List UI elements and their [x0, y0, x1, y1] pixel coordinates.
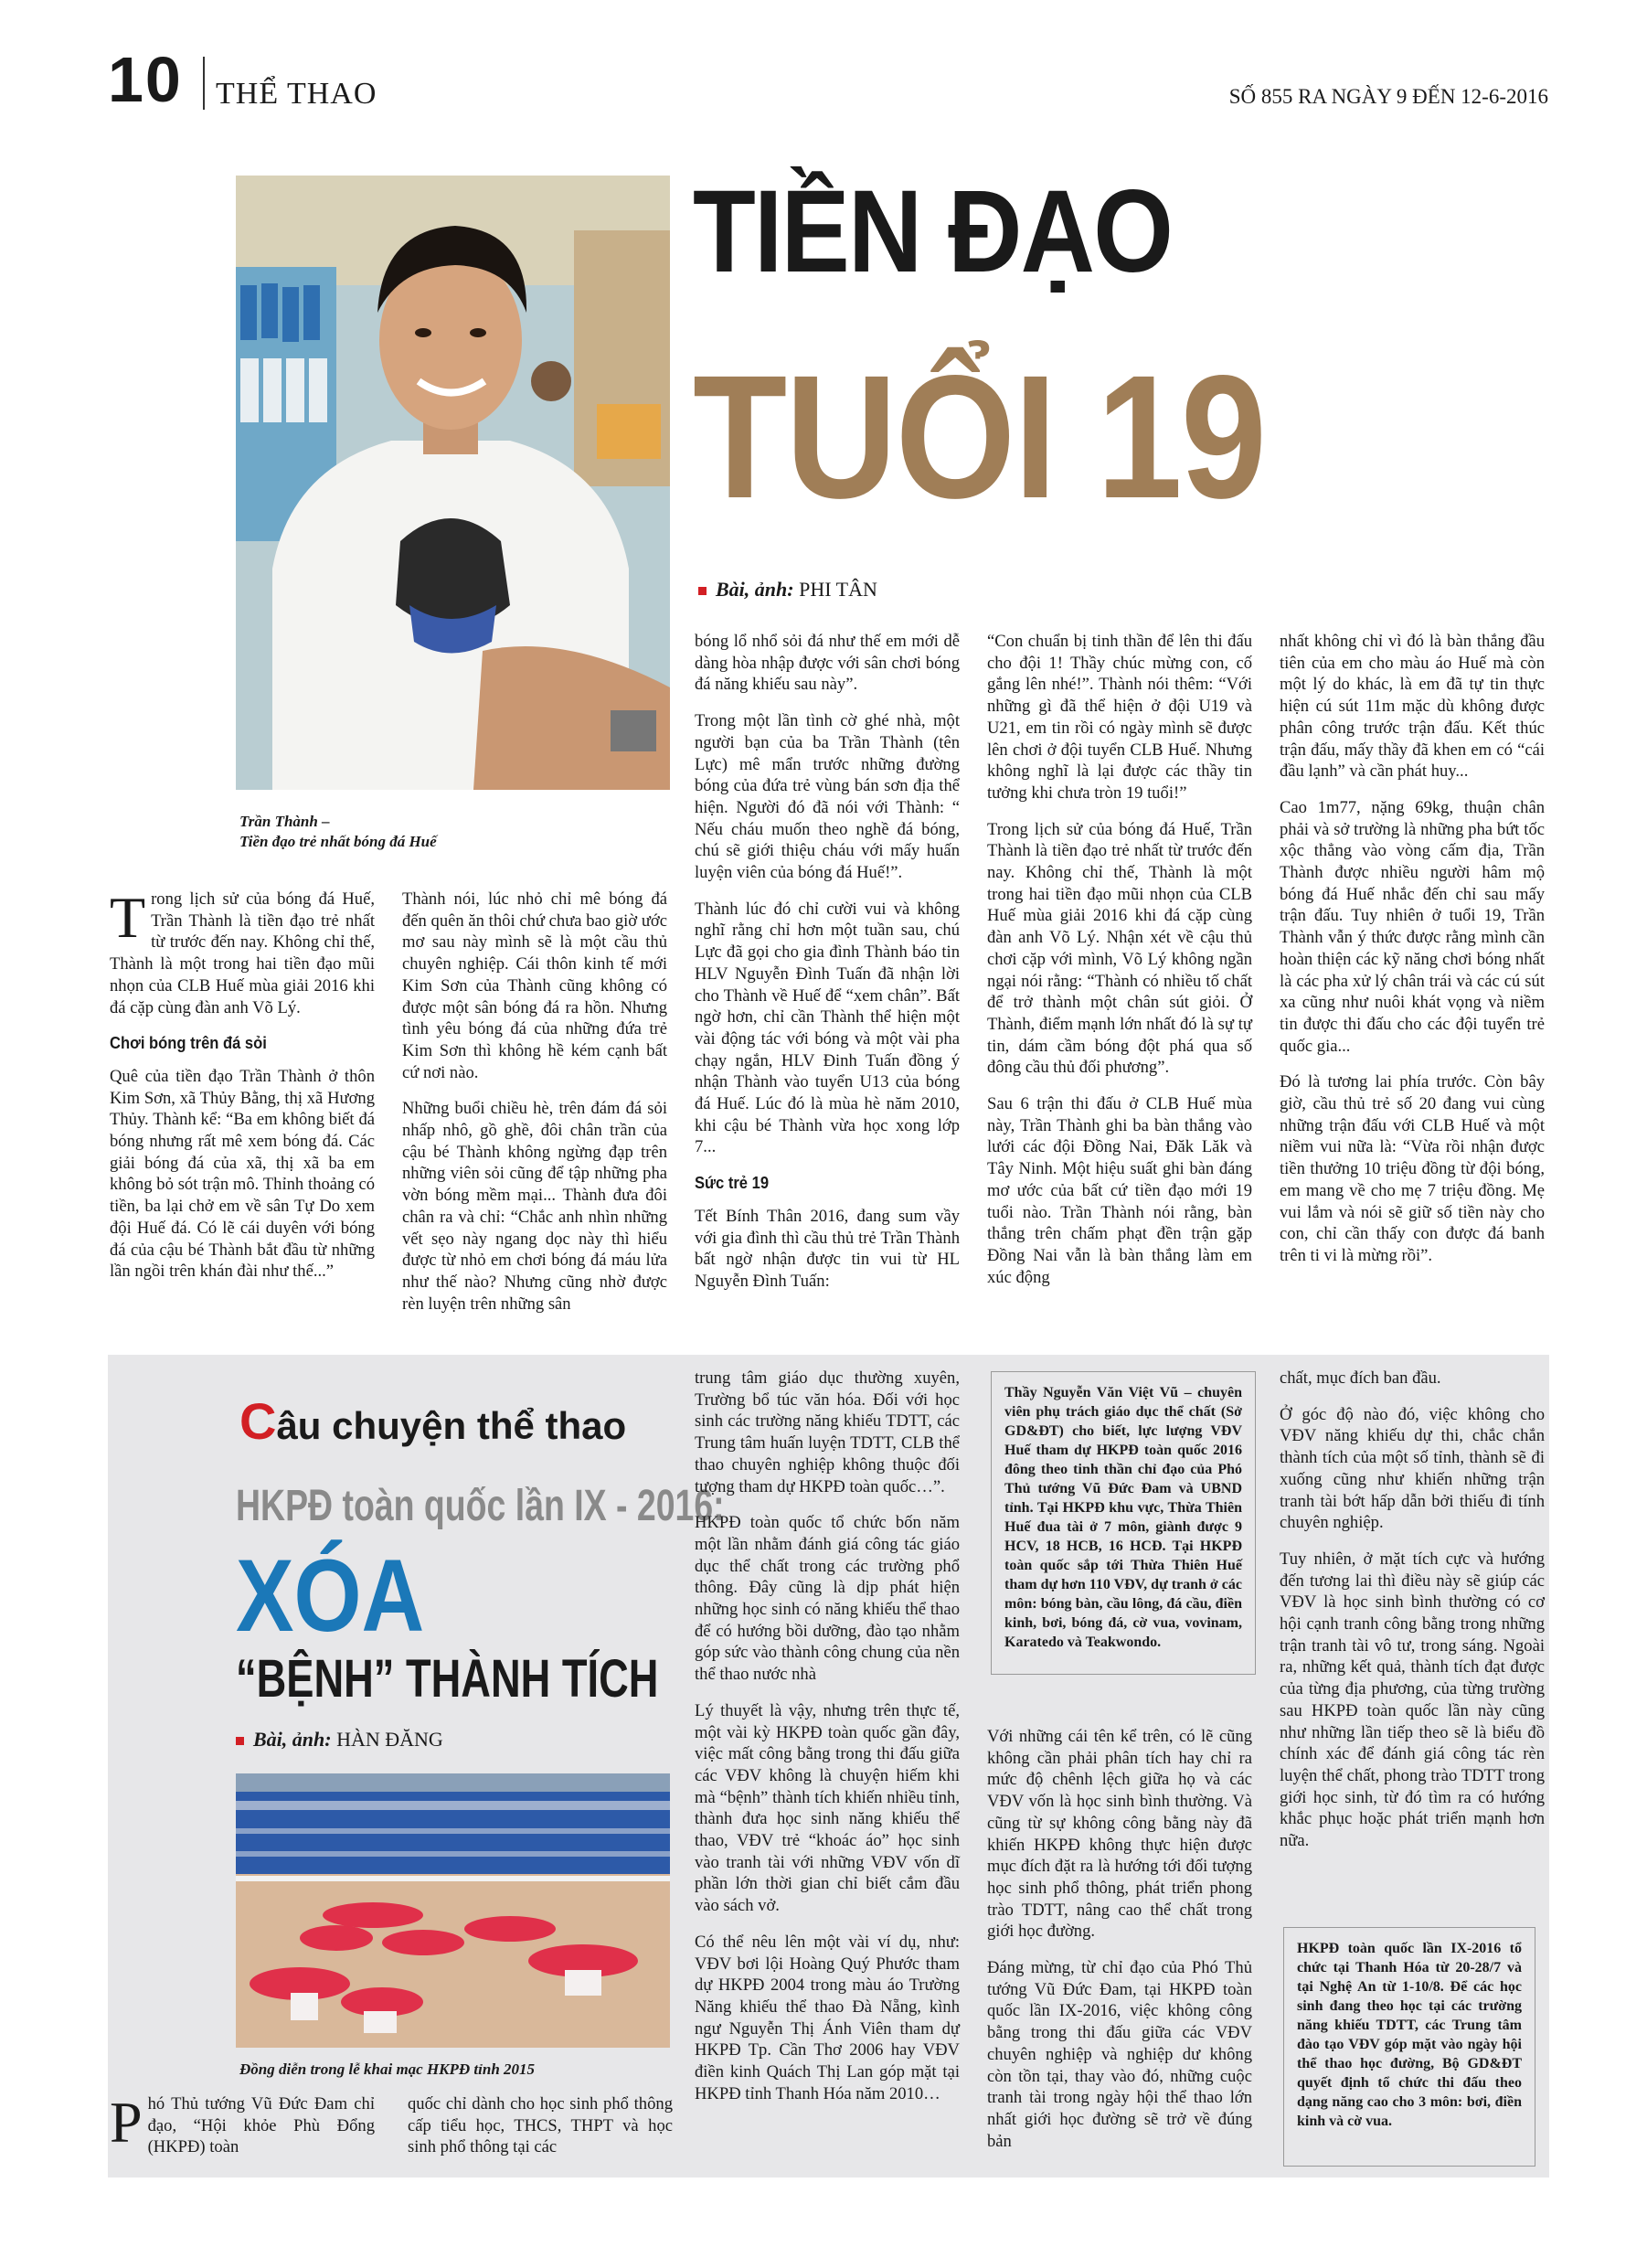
paragraph: Cao 1m77, nặng 69kg, thuận chân phải và sở trường là những pha bứt tốc xộc thẳng vào vòng cấm địa, Trần Thành được nhiều người hâm mộ bóng đá Huế nhắc đến chỉ sau mấy trận đấu. Tuy nhiên ở tuổi 19, Trần Thành vẫn ý thức được rằng mình cần hoàn thiện các kỹ năng chơi bóng nhất là các pha xử lý chân trái và các cú sút xa cũng như nuôi khát vọng và niềm tin được thi đấu cho các đội tuyển trẻ quốc gia... [1280, 797, 1545, 1056]
header-divider [203, 57, 205, 110]
photo-caption [239, 812, 437, 852]
page-number: 10 [108, 44, 183, 115]
subheading: Sức trẻ 19 [695, 1174, 770, 1193]
story2-headline-1: XÓA [236, 1539, 425, 1653]
story2-headline-2: “BỆNH” THÀNH TÍCH [236, 1649, 659, 1709]
paragraph: Tết Bính Thân 2016, đang sum vầy với gia đình thì cầu thủ trẻ Trần Thành bất ngờ nhận được tin vui từ HL Nguyễn Đình Tuấn: [695, 1206, 960, 1291]
subheading: Chơi bóng trên đá sỏi [110, 1034, 267, 1053]
paragraph: “Con chuẩn bị tinh thần để lên thi đấu cho đội 1! Thầy chúc mừng con, cố gắng lên nhé!”. Thành nói thêm: “Với những gì đã thể hiện ở đội U19 và U21, em tin rồi có ngày mình sẽ được lên chơi ở đội tuyển CLB Huế. Nhưng không nghĩ là lại được các thầy tin tưởng khi chưa tròn 19 tuổi!” [987, 632, 1252, 803]
paragraph: chất, mục đích ban đầu. [1280, 1368, 1441, 1388]
article-column-3 [695, 631, 960, 1307]
paragraph: Với những cái tên kể trên, có lẽ cũng không cần phải phân tích hay chỉ ra mức độ chênh lệch giữa họ và các VĐV vốn là học sinh bình thường. Và cũng từ sự không công bằng này đã khiến HKPĐ không thực hiện được mục đích đặt ra là hướng tới đối tượng học sinh phổ thông, phát triển phong trào TDTT, nâng cao thể chất trong giới học đường. [987, 1727, 1252, 1942]
article-column-2 [402, 889, 667, 1329]
paragraph: Đó là tương lai phía trước. Còn bây giờ, cầu thủ trẻ số 20 đang vui cùng những trận đấu với CLB Huế và một niềm vui nữa là: “Vừa rồi nhận được tiền thưởng 10 triệu đồng từ đội bóng, em mang về cho mẹ 7 triệu đồng. Mẹ vui lắm và nói sẽ giữ số tiền này cho con, chỉ cần thấy con được đá banh trên ti vi là mừng rồi”. [1280, 1072, 1545, 1265]
paragraph: Những buổi chiều hè, trên đám đá sỏi nhấp nhô, gồ ghề, đôi chân trần của cậu bé Thành không ngừng đạp trên những viên sỏi cũng để tập những pha vờn bóng mềm mại... Thành đưa đôi chân ra và chỉ: “Chắc anh nhìn những vết sẹo này ngang dọc này thì hiểu được từ nhỏ em chơi bóng đá máu lửa như thế nào? Nhưng cũng nhờ được rèn luyện trên những sân [402, 1099, 667, 1314]
drop-cap: P [110, 2090, 143, 2155]
byline-author: PHI TÂN [799, 578, 877, 601]
byline-label: Bài, ảnh: [253, 1728, 332, 1751]
info-box: Thầy Nguyễn Văn Việt Vũ – chuyên viên phụ trách giáo dục thể chất (Sở GD&ĐT) cho biết, lực lượng VĐV Huế tham dự HKPĐ toàn quốc 2016 đông theo tinh thần chỉ đạo của Phó Thủ tướng Vũ Đức Đam và UBND tỉnh. Tại HKPĐ khu vực, Thừa Thiên Huế đua tài ở 7 môn, giành được 9 HCV, 18 HCB, 16 HCĐ. Tại HKPĐ toàn quốc sắp tới Thừa Thiên Huế tham dự hơn 110 VĐV, dự tranh ở các môn: bóng bàn, cầu lông, đá cầu, điền kinh, bơi, bóng đá, cờ vua, vovinam, Karatedo và Teakwondo. [991, 1371, 1256, 1675]
story2-column-4 [987, 1726, 1252, 2167]
paragraph: nhất không chỉ vì đó là bàn thắng đầu tiên của em cho màu áo Huế mà còn một lý do khác, là em đã tự tin thực hiện cú sút 11m mặc dù không được phân công trước trận đấu. Kết thúc trận đấu, mấy thầy đã khen em có “cái đầu lạnh” và cần phát huy... [1280, 632, 1545, 782]
story2-column-2 [408, 2093, 673, 2173]
paragraph: Tuy nhiên, ở mặt tích cực và hướng đến tương lai thì điều này sẽ giúp các VĐV là học sinh bình thường có cơ hội cạnh tranh công bằng trong những trận tranh tài vô tư, trong sáng. Ngoài ra, những kết quả, thành tích đạt được của từng địa phương, của từng trường sau HKPĐ toàn quốc lần này cũng như những lần tiếp theo sẽ là biểu đồ chính xác để đánh giá công tác rèn luyện thể chất, phong trào TDTT trong giới học sinh, từ đó tìm ra có hướng khắc phục hoặc phát triển mạnh hơn nữa. [1280, 1549, 1545, 1851]
bullet-square-icon [236, 1737, 244, 1745]
paragraph: Đáng mừng, từ chỉ đạo của Phó Thủ tướng Vũ Đức Đam, tại HKPĐ toàn quốc lần IX-2016, việc không công bằng trong thi đấu giữa các VĐV chuyên nghiệp và nghiệp dư không còn tồn tại, thay vào đó, những cuộc tranh tài trong ngày hội thể thao lớn nhất giới học đường sẽ trở về đúng bản [987, 1958, 1252, 2151]
headline-line-1: TIỀN ĐẠO [693, 166, 1173, 297]
paragraph: Lý thuyết là vậy, nhưng trên thực tế, một vài kỳ HKPĐ toàn quốc gần đây, việc mất công bằng trong thi đấu giữa các VĐV không là chuyện hiếm khi mà “bệnh” thành tích khiến nhiều tỉnh, thành đưa học sinh năng khiếu thể thao, VĐV trẻ “khoác áo” học sinh vào tranh tài với những VĐV vốn dĩ phần lớn thời gian chỉ biết cắm đầu vào sách vở. [695, 1700, 960, 1916]
story2-byline [236, 1728, 443, 1752]
issue-info: SỐ 855 RA NGÀY 9 ĐẾN 12-6-2016 [1228, 85, 1548, 108]
headline-line-2: TUỔI 19 [693, 338, 1266, 535]
story2-column-5 [1280, 1368, 1545, 1867]
paragraph: HKPĐ toàn quốc tổ chức bốn năm một lần nhằm đánh giá công tác giáo dục thể chất trong các trường phổ thông. Đây cũng là dịp phát hiện những học sinh có năng khiếu thể thao để có hướng bồi dưỡng, đào tạo nhằm góp sức vào thành công chung của nền thể thao nước nhà [695, 1513, 960, 1685]
player-photo [236, 176, 670, 790]
byline [698, 578, 877, 602]
paragraph: Ở góc độ nào đó, việc không cho VĐV năng khiếu dự thi, chắc chắn thành tích của một số tỉnh, thành sẽ đi xuống cũng như khiến những trận tranh tài bớt hấp dẫn bởi thiếu đi tính chuyên nghiệp. [1280, 1404, 1545, 1533]
paragraph: trung tâm giáo dục thường xuyên, Trường bổ túc văn hóa. Đối với học sinh các trường năng khiếu TDTT, các Trung tâm huấn luyện TDTT, CLB thể thao chuyên nghiệp không thuộc đối tượng tham dự HKPĐ toàn quốc…”. [695, 1368, 960, 1496]
paragraph: quốc chỉ dành cho học sinh phổ thông cấp tiểu học, THCS, THPT và học sinh phổ thông tại các [408, 2094, 673, 2157]
story2-column-1 [110, 2090, 375, 2173]
story2-photo-caption: Đồng diễn trong lễ khai mạc HKPĐ tỉnh 2015 [239, 2060, 536, 2078]
paragraph: Thành nói, lúc nhỏ chỉ mê bóng đá đến quên ăn thôi chứ chưa bao giờ ước mơ sau này mình sẽ là một cầu thủ chuyên nghiệp. Cái thôn kinh tế mới Kim Sơn của Thành cũng không có được một sân bóng đá ra hồn. Nhưng tình yêu bóng đá của những đứa trẻ Kim Sơn thì không hề kém cạnh bất cứ nơi nào. [402, 889, 667, 1082]
drop-cap: T [110, 885, 146, 950]
paragraph: bóng lổ nhổ sỏi đá như thế em mới dễ dàng hòa nhập được với sân chơi bóng đá năng khiếu sau này”. [695, 632, 960, 695]
story2-subhead: HKPĐ toàn quốc lần IX - 2016: [236, 1482, 725, 1530]
caption-line-1: Trần Thành – [239, 813, 330, 830]
paragraph: Trong một lần tình cờ ghé nhà, một người bạn của ba Trần Thành (tên Lực) mê mẩn trước những đường bóng của đứa trẻ vùng bán sơn địa thể hiện. Người đó đã nói với Thành: “ Nếu cháu muốn theo nghề đá bóng, chú sẽ giới thiệu cháu với mấy huấn luyện viên của bóng đá Huế!”. [695, 711, 960, 883]
article-column-1 [110, 885, 375, 1297]
column-kicker [239, 1391, 626, 1451]
byline-label: Bài, ảnh: [716, 578, 794, 601]
info-box: HKPĐ toàn quốc lần IX-2016 tổ chức tại Thanh Hóa từ 20-28/7 và tại Nghệ An từ 1-10/8. Để các học sinh đang theo học tại các trường năng khiếu TDTT, các Trung tâm đào tạo VĐV góp mặt vào ngày hội thể thao học đường, Bộ GD&ĐT quyết định tổ chức thi đấu theo dạng năng cao cho 3 môn: bơi, điền kinh và cờ vua. [1283, 1927, 1535, 2167]
paragraph: Sau 6 trận thi đấu ở CLB Huế mùa này, Trần Thành ghi ba bàn thắng vào lưới các đội Đồng Nai, Đăk Lăk và Tây Ninh. Một hiệu suất ghi bàn đáng mơ ước của bất cứ tiền đạo mới 19 tuổi nào. Trần Thành nói rằng, bàn thắng trên chấm phạt đền trận gặp Đồng Nai vẫn là bàn thắng làm em xúc động [987, 1094, 1252, 1287]
opening-ceremony-photo [236, 1773, 670, 2048]
article-column-5 [1280, 631, 1545, 1282]
article-column-4 [987, 631, 1252, 1303]
caption-line-2: Tiền đạo trẻ nhất bóng đá Huế [239, 833, 437, 850]
kicker-initial: C [239, 1392, 277, 1450]
story2-column-3 [695, 1368, 960, 2120]
bullet-square-icon [698, 587, 707, 595]
paragraph: hó Thủ tướng Vũ Đức Đam chỉ đạo, “Hội khỏe Phù Đổng (HKPĐ) toàn [147, 2094, 375, 2157]
paragraph: Thành lúc đó chỉ cười vui và không nghĩ rằng chỉ hơn một tuần sau, chú Lực đã gọi cho gia đình Thành báo tin HLV Nguyễn Đình Tuấn đã nhận lời cho Thành về Huế để “xem chân”. Bất ngờ hơn, chỉ cần Thành thể hiện một vài động tác với bóng và một vài pha chạy ngắn, HLV Đinh Tuấn đồng ý nhận Thành vào tuyển U13 của bóng đá Huế. Lúc đó là mùa hè năm 2010, khi cậu bé Thành vừa học xong lớp 7... [695, 899, 960, 1157]
byline-author: HÀN ĐĂNG [336, 1728, 443, 1751]
section-title: THỂ THAO [216, 77, 377, 111]
paragraph: Có thể nêu lên một vài ví dụ, như: VĐV bơi lội Hoàng Quý Phước tham dự HKPĐ 2004 trong màu áo Trường Năng khiếu thể thao Đà Nẵng, kình ngư Nguyễn Thị Ánh Viên tham dự HKPĐ Tp. Cần Thơ 2006 hay VĐV điền kinh Quách Thị Lan góp mặt tại HKPĐ tỉnh Thanh Hóa năm 2010… [695, 1932, 960, 2103]
kicker-text: âu chuyện thể thao [276, 1404, 627, 1447]
paragraph: rong lịch sử của bóng đá Huế, Trần Thành là tiền đạo trẻ nhất từ trước đến nay. Không chỉ thế, Thành là một trong hai tiền đạo mũi nhọn của CLB Huế mùa giải 2016 khi đá cặp cùng đàn anh Võ Lý. [110, 889, 375, 1017]
paragraph: Quê của tiền đạo Trần Thành ở thôn Kim Sơn, xã Thủy Bằng, thị xã Hương Thủy. Thành kể: “Ba em không biết đá bóng nhưng rất mê xem bóng đá. Các giải bóng đá của xã, thị xã ba em không bỏ sót trận mô. Thỉnh thoảng có tiền, ba lại chở em về sân Tự Do xem đội Huế đá. Có lẽ cái duyên với bóng đá của cậu bé Thành bắt đầu từ những lần ngồi trên khán đài như thế...” [110, 1066, 375, 1282]
paragraph: Trong lịch sử của bóng đá Huế, Trần Thành là tiền đạo trẻ nhất từ trước đến nay. Không chỉ thế, Thành là một trong hai tiền đạo mũi nhọn của CLB Huế mùa giải 2016 khi đá cặp cùng đàn anh Võ Lý. Nhận xét về cậu thủ chơi cặp với mình, Võ Lý không ngần ngại nói rằng: “Thành có nhiều tố chất để trở thành một chân sút giỏi. Ở Thành, điểm mạnh lớn nhất đó là sự tự tin, dám cầm bóng đột phá qua số đông cầu thủ đối phương”. [987, 819, 1252, 1078]
